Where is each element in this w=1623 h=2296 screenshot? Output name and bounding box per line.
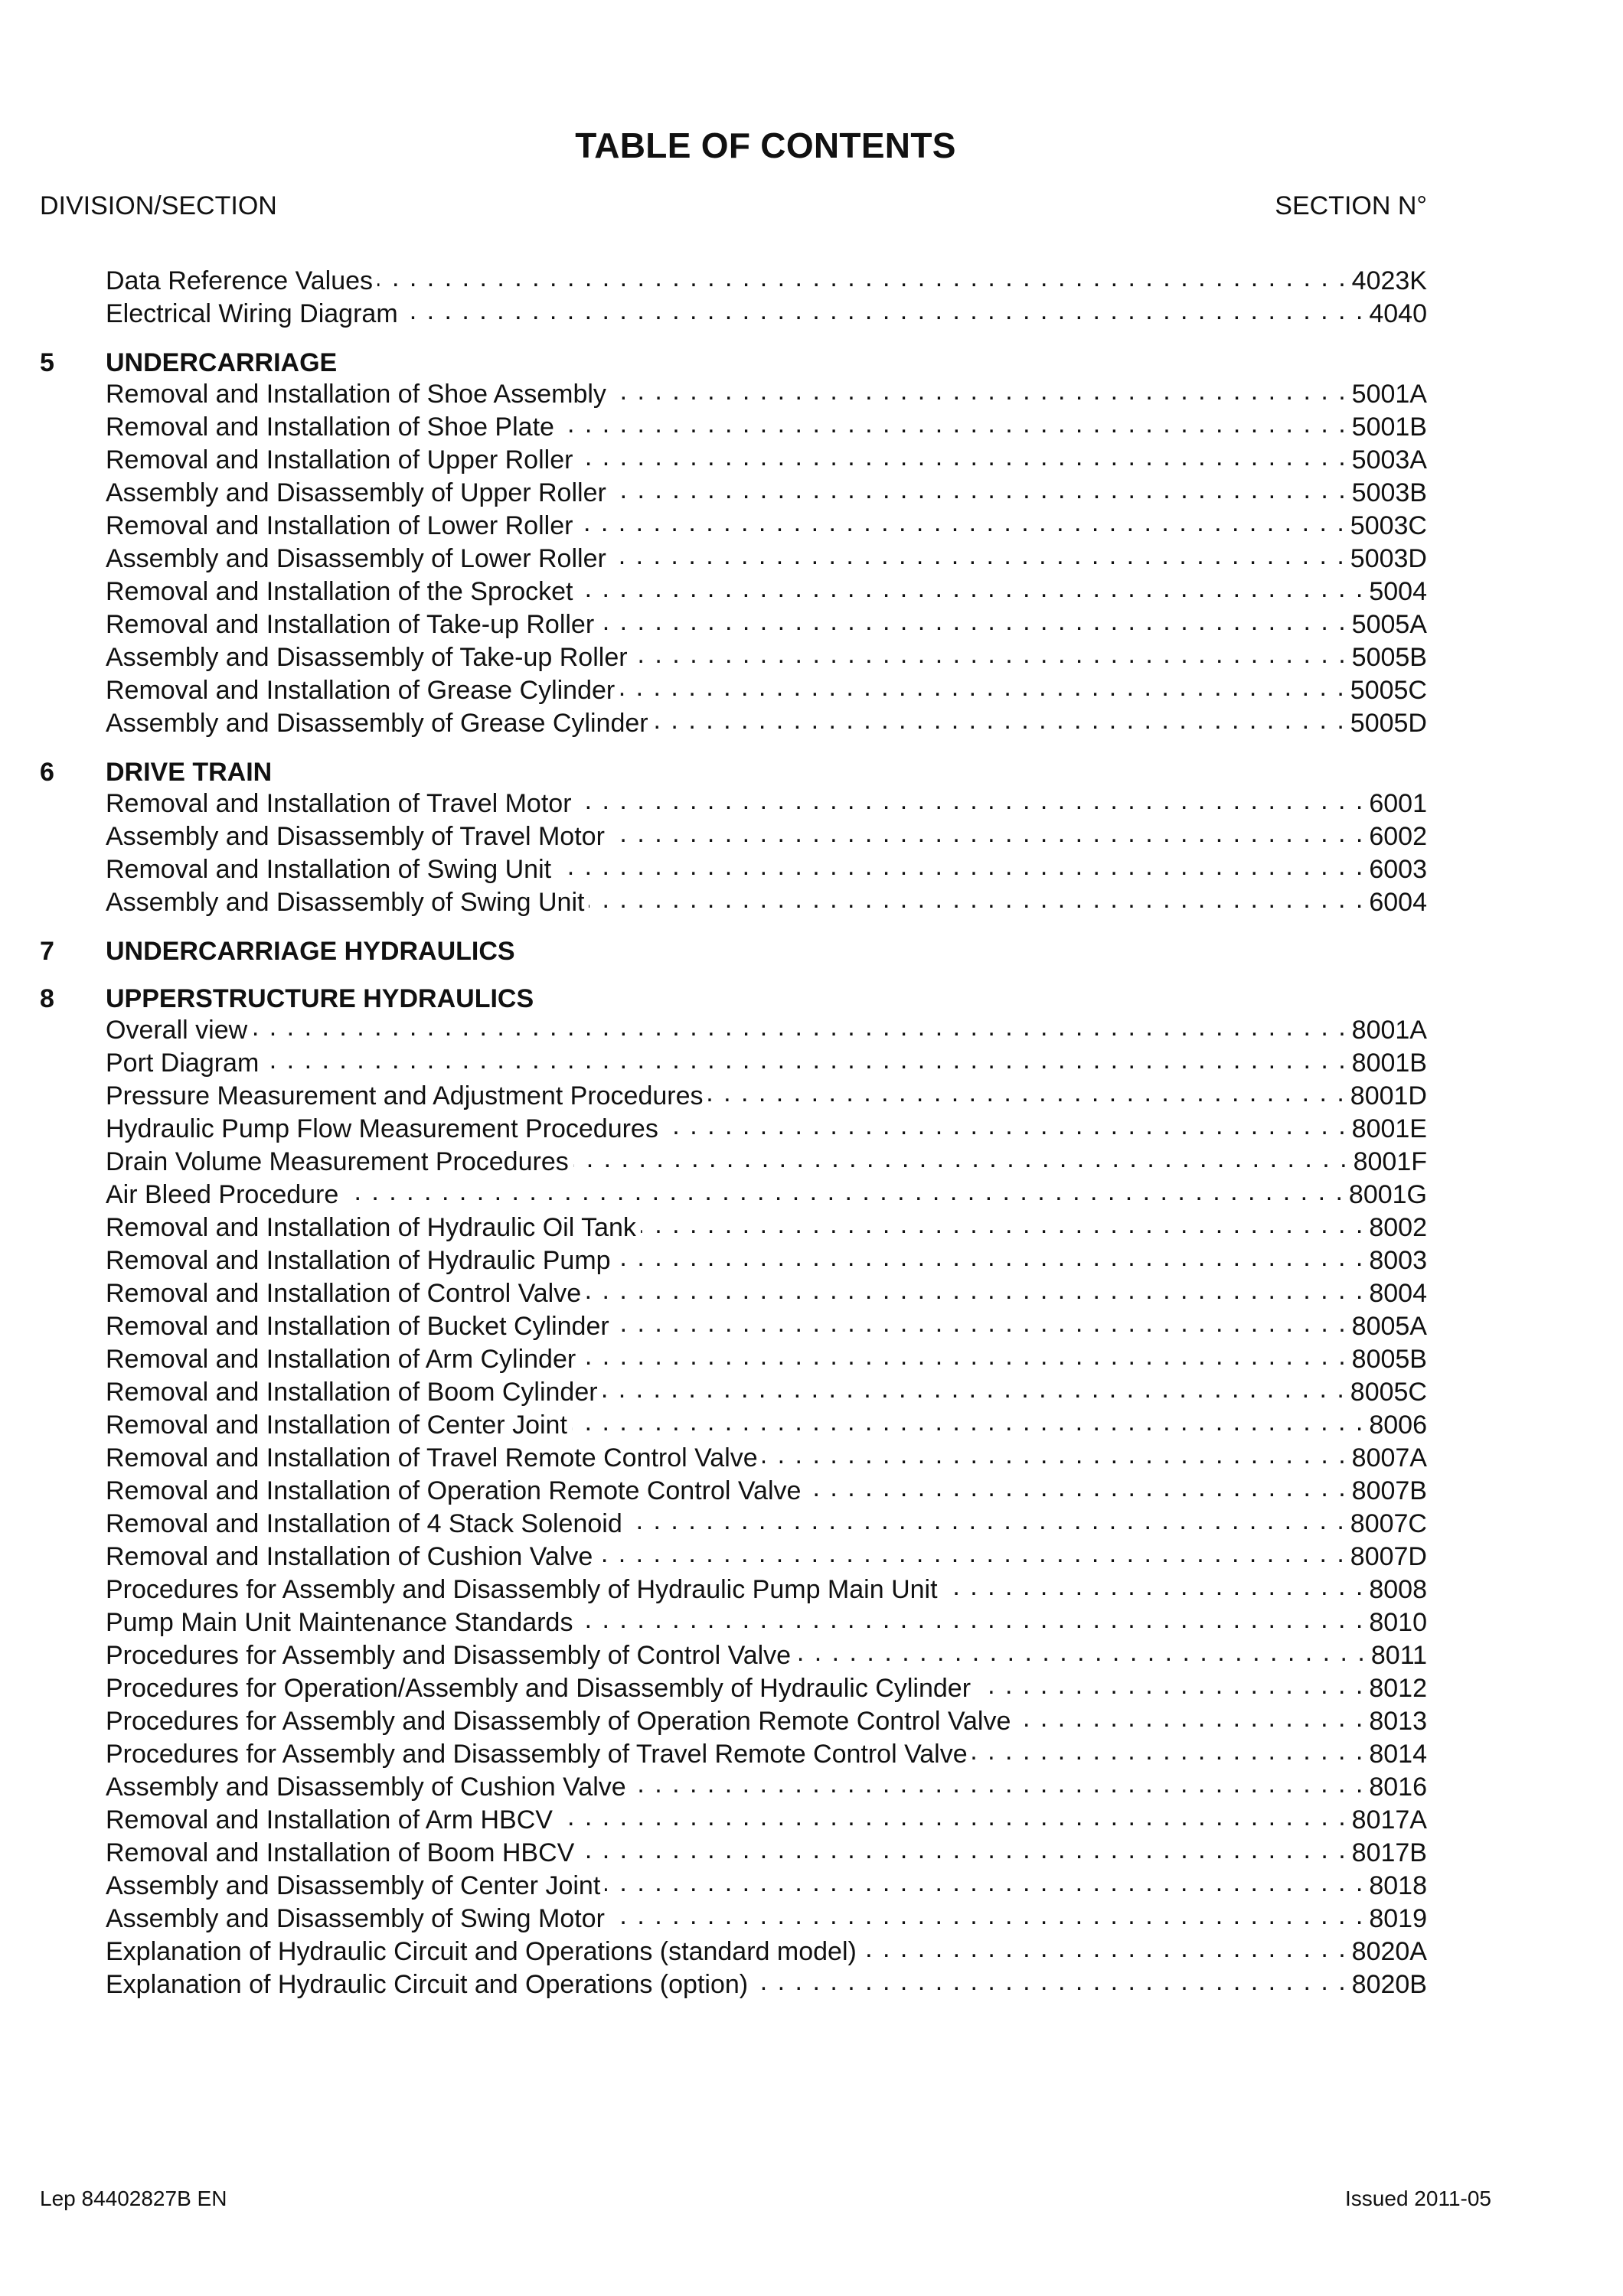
- entry-label: Assembly and Disassembly of Upper Roller: [106, 478, 606, 507]
- entry-section-number: 8018: [1369, 1871, 1427, 1900]
- toc-entry[interactable]: [40, 1312, 1427, 1345]
- entry-section-number: 8003: [1369, 1246, 1427, 1275]
- entry-section-number: 8017A: [1351, 1805, 1427, 1835]
- section-heading: [40, 982, 1427, 1016]
- toc-entry[interactable]: [40, 1049, 1427, 1081]
- entry-section-number: 8020B: [1351, 1970, 1427, 1999]
- toc-entry[interactable]: [40, 1773, 1427, 1805]
- entry-label: Assembly and Disassembly of Swing Motor: [106, 1904, 605, 1933]
- entry-section-number: 5001A: [1351, 380, 1427, 409]
- column-header-section-number: SECTION N°: [1275, 191, 1427, 220]
- entry-label: Data Reference Values: [106, 266, 374, 295]
- dot-leader: [972, 1740, 1365, 1763]
- entry-section-number: 8014: [1369, 1740, 1427, 1769]
- entry-label: Removal and Installation of Arm HBCV: [106, 1805, 553, 1835]
- toc-section: [40, 266, 1427, 332]
- toc-entry[interactable]: [40, 610, 1427, 643]
- toc-entry[interactable]: [40, 789, 1427, 822]
- entry-label: Removal and Installation of Hydraulic Pump: [106, 1246, 611, 1275]
- entry-label: Removal and Installation of Take-up Roller: [106, 610, 595, 639]
- dot-leader: [653, 709, 1346, 732]
- toc-entry[interactable]: [40, 266, 1427, 299]
- entry-label: Assembly and Disassembly of Grease Cylinder: [106, 709, 648, 738]
- section-heading: [40, 346, 1427, 380]
- dot-leader: [403, 299, 1365, 322]
- dot-leader: [795, 1641, 1367, 1664]
- entry-label: Removal and Installation of Travel Motor: [106, 789, 572, 818]
- dot-leader: [611, 380, 1347, 403]
- entry-label: Removal and Installation of Lower Roller: [106, 511, 573, 540]
- entry-section-number: 8012: [1369, 1674, 1427, 1703]
- section-number: 7: [40, 936, 54, 966]
- entry-label: Assembly and Disassembly of Swing Unit: [106, 888, 585, 917]
- entry-label: Assembly and Disassembly of Travel Motor: [106, 822, 605, 851]
- toc-section: [40, 346, 1427, 742]
- entry-label: Removal and Installation of the Sprocket: [106, 577, 573, 606]
- entry-label: Air Bleed Procedure: [106, 1180, 339, 1209]
- toc-entry[interactable]: [40, 577, 1427, 610]
- entry-section-number: 8005A: [1351, 1312, 1427, 1341]
- toc-entry[interactable]: [40, 413, 1427, 445]
- column-header-division: DIVISION/SECTION: [40, 191, 277, 220]
- toc-section: [40, 982, 1427, 2003]
- toc-entry[interactable]: [40, 1279, 1427, 1312]
- dot-leader: [609, 822, 1364, 845]
- entry-label: Removal and Installation of Shoe Plate: [106, 413, 554, 442]
- entry-label: Removal and Installation of Grease Cylinder: [106, 676, 616, 705]
- dot-leader: [632, 643, 1347, 666]
- toc-entry[interactable]: [40, 1805, 1427, 1838]
- dot-leader: [577, 511, 1345, 534]
- entry-section-number: 8011: [1370, 1641, 1427, 1670]
- dot-leader: [942, 1575, 1365, 1598]
- entry-section-number: 5001B: [1351, 413, 1427, 442]
- entry-section-number: 8020A: [1351, 1937, 1427, 1966]
- toc-entry[interactable]: [40, 1246, 1427, 1279]
- entry-section-number: 8005B: [1351, 1345, 1427, 1374]
- dot-leader: [631, 1773, 1365, 1795]
- entry-section-number: 5005B: [1351, 643, 1427, 672]
- toc-entry[interactable]: [40, 1904, 1427, 1937]
- entry-section-number: 8010: [1369, 1608, 1427, 1637]
- issue-date: Issued 2011-05: [1345, 2187, 1491, 2210]
- entry-section-number: 8013: [1369, 1707, 1427, 1736]
- entry-label: Removal and Installation of Control Valve: [106, 1279, 582, 1308]
- entry-label: Electrical Wiring Diagram: [106, 299, 398, 328]
- entry-section-number: 8007B: [1351, 1476, 1427, 1505]
- section-title: UNDERCARRIAGE: [106, 347, 338, 377]
- dot-leader: [627, 1509, 1346, 1532]
- entry-section-number: 5003D: [1350, 544, 1427, 573]
- toc-entry[interactable]: [40, 676, 1427, 709]
- section-title: DRIVE TRAIN: [106, 757, 273, 787]
- section-title: UNDERCARRIAGE HYDRAULICS: [106, 936, 515, 966]
- entry-label: Pump Main Unit Maintenance Standards: [106, 1608, 573, 1637]
- entry-section-number: 5005A: [1351, 610, 1427, 639]
- dot-leader: [708, 1081, 1346, 1104]
- toc-entry[interactable]: [40, 643, 1427, 676]
- entry-label: Removal and Installation of Center Joint: [106, 1411, 567, 1440]
- entry-label: Explanation of Hydraulic Circuit and Operations (option): [106, 1970, 749, 1999]
- dot-leader: [343, 1180, 1344, 1203]
- entry-section-number: 6002: [1369, 822, 1427, 851]
- dot-leader: [572, 1411, 1364, 1433]
- toc-entry[interactable]: [40, 1378, 1427, 1411]
- entry-section-number: 8001A: [1351, 1016, 1427, 1045]
- entry-section-number: 5004: [1369, 577, 1427, 606]
- dot-leader: [611, 478, 1347, 501]
- toc-entry[interactable]: [40, 299, 1427, 332]
- entry-label: Hydraulic Pump Flow Measurement Procedures: [106, 1114, 658, 1143]
- toc-entry[interactable]: [40, 1871, 1427, 1904]
- entry-section-number: 8008: [1369, 1575, 1427, 1604]
- entry-label: Removal and Installation of Swing Unit: [106, 855, 552, 884]
- toc-entry[interactable]: [40, 380, 1427, 413]
- toc-entry[interactable]: [40, 1345, 1427, 1378]
- toc-entry[interactable]: [40, 1970, 1427, 2003]
- dot-leader: [616, 1246, 1365, 1269]
- entry-label: Assembly and Disassembly of Cushion Valve: [106, 1773, 626, 1802]
- entry-section-number: 8002: [1369, 1213, 1427, 1242]
- entry-section-number: 8001B: [1351, 1049, 1427, 1078]
- entry-section-number: 8007D: [1350, 1542, 1427, 1571]
- toc-entry[interactable]: [40, 888, 1427, 921]
- dot-leader: [597, 1542, 1346, 1565]
- entry-section-number: 8019: [1369, 1904, 1427, 1933]
- entry-section-number: 5003C: [1350, 511, 1427, 540]
- toc-entry[interactable]: [40, 1016, 1427, 1049]
- entry-label: Explanation of Hydraulic Circuit and Operations (standard model): [106, 1937, 857, 1966]
- dot-leader: [663, 1114, 1347, 1137]
- toc-entry[interactable]: [40, 445, 1427, 478]
- entry-label: Removal and Installation of Arm Cylinder: [106, 1345, 576, 1374]
- dot-leader: [576, 789, 1365, 812]
- section-heading: [40, 934, 1427, 968]
- dot-leader: [577, 445, 1347, 468]
- toc-section: [40, 755, 1427, 921]
- entry-label: Removal and Installation of Travel Remote Control Valve: [106, 1443, 758, 1473]
- section-number: 5: [40, 347, 54, 377]
- entry-section-number: 8001D: [1350, 1081, 1427, 1110]
- dot-leader: [605, 1871, 1364, 1894]
- entry-label: Procedures for Assembly and Disassembly of Control Valve: [106, 1641, 792, 1670]
- toc-entry[interactable]: [40, 1443, 1427, 1476]
- dot-leader: [861, 1937, 1347, 1960]
- entry-label: Removal and Installation of Cushion Valve: [106, 1542, 593, 1571]
- section-heading: [40, 755, 1427, 789]
- entry-label: Port Diagram: [106, 1049, 260, 1078]
- toc-section: [40, 934, 1427, 968]
- entry-label: Procedures for Assembly and Disassembly of Hydraulic Pump Main Unit: [106, 1575, 938, 1604]
- entry-label: Removal and Installation of Shoe Assembly: [106, 380, 606, 409]
- toc-entry[interactable]: [40, 1740, 1427, 1773]
- entry-label: Removal and Installation of Hydraulic Oil Tank: [106, 1213, 636, 1242]
- dot-leader: [603, 1378, 1346, 1401]
- toc-entry[interactable]: [40, 709, 1427, 742]
- entry-label: Assembly and Disassembly of Take-up Roller: [106, 643, 628, 672]
- toc-entry[interactable]: [40, 1641, 1427, 1674]
- toc-entry[interactable]: [40, 1838, 1427, 1871]
- dot-leader: [619, 676, 1346, 699]
- table-of-contents: [40, 266, 1427, 2017]
- dot-leader: [557, 1805, 1347, 1828]
- entry-section-number: 8006: [1369, 1411, 1427, 1440]
- dot-leader: [763, 1443, 1347, 1466]
- dot-leader: [580, 1345, 1347, 1368]
- entry-section-number: 5005C: [1350, 676, 1427, 705]
- dot-leader: [614, 1312, 1347, 1335]
- entry-section-number: 8001F: [1353, 1147, 1427, 1176]
- entry-section-number: 6003: [1369, 855, 1427, 884]
- dot-leader: [599, 610, 1347, 633]
- entry-section-number: 5005D: [1350, 709, 1427, 738]
- entry-section-number: 5003B: [1351, 478, 1427, 507]
- entry-label: Pressure Measurement and Adjustment Procedures: [106, 1081, 704, 1110]
- entry-label: Procedures for Operation/Assembly and Disassembly of Hydraulic Cylinder: [106, 1674, 972, 1703]
- entry-section-number: 8004: [1369, 1279, 1427, 1308]
- entry-section-number: 8017B: [1351, 1838, 1427, 1867]
- toc-entry[interactable]: [40, 1114, 1427, 1147]
- entry-section-number: 8001G: [1348, 1180, 1427, 1209]
- entry-section-number: 6004: [1369, 888, 1427, 917]
- toc-entry[interactable]: [40, 1509, 1427, 1542]
- entry-section-number: 6001: [1369, 789, 1427, 818]
- toc-entry[interactable]: [40, 1147, 1427, 1180]
- dot-leader: [577, 1608, 1364, 1631]
- dot-leader: [1015, 1707, 1364, 1730]
- dot-leader: [556, 855, 1364, 878]
- toc-entry[interactable]: [40, 544, 1427, 577]
- entry-label: Removal and Installation of Bucket Cylinder: [106, 1312, 609, 1341]
- section-number: 8: [40, 983, 54, 1013]
- entry-label: Drain Volume Measurement Procedures: [106, 1147, 569, 1176]
- entry-section-number: 8007C: [1350, 1509, 1427, 1538]
- entry-label: Procedures for Assembly and Disassembly of Travel Remote Control Valve: [106, 1740, 968, 1769]
- entry-section-number: 5003A: [1351, 445, 1427, 475]
- toc-entry[interactable]: [40, 822, 1427, 855]
- section-title: UPPERSTRUCTURE HYDRAULICS: [106, 983, 534, 1013]
- toc-entry[interactable]: [40, 1542, 1427, 1575]
- toc-entry[interactable]: [40, 1081, 1427, 1114]
- entry-section-number: 8005C: [1350, 1378, 1427, 1407]
- page-title: TABLE OF CONTENTS: [575, 126, 956, 165]
- dot-leader: [559, 413, 1347, 435]
- entry-label: Removal and Installation of Upper Roller: [106, 445, 573, 475]
- section-number: 6: [40, 757, 54, 787]
- toc-entry[interactable]: [40, 478, 1427, 511]
- entry-section-number: 8001E: [1351, 1114, 1427, 1143]
- dot-leader: [753, 1970, 1347, 1993]
- toc-entry[interactable]: [40, 1608, 1427, 1641]
- dot-leader: [573, 1147, 1349, 1170]
- toc-entry[interactable]: [40, 1180, 1427, 1213]
- dot-leader: [263, 1049, 1347, 1071]
- document-code: Lep 84402827B EN: [40, 2187, 227, 2210]
- dot-leader: [611, 544, 1346, 567]
- dot-leader: [579, 1838, 1347, 1861]
- dot-leader: [609, 1904, 1364, 1927]
- entry-label: Removal and Installation of Boom Cylinder: [106, 1378, 598, 1407]
- entry-label: Assembly and Disassembly of Lower Roller: [106, 544, 606, 573]
- dot-leader: [377, 266, 1347, 289]
- entry-section-number: 8007A: [1351, 1443, 1427, 1473]
- toc-entry[interactable]: [40, 1707, 1427, 1740]
- toc-entry[interactable]: [40, 1575, 1427, 1608]
- entry-section-number: 4023K: [1351, 266, 1427, 295]
- toc-entry[interactable]: [40, 1411, 1427, 1443]
- dot-leader: [252, 1016, 1347, 1039]
- entry-label: Overall view: [106, 1016, 248, 1045]
- entry-label: Procedures for Assembly and Disassembly of Operation Remote Control Valve: [106, 1707, 1011, 1736]
- entry-section-number: 4040: [1369, 299, 1427, 328]
- entry-section-number: 8016: [1369, 1773, 1427, 1802]
- toc-entry[interactable]: [40, 511, 1427, 544]
- entry-label: Removal and Installation of Boom HBCV: [106, 1838, 575, 1867]
- dot-leader: [577, 577, 1364, 600]
- dot-leader: [975, 1674, 1364, 1697]
- entry-label: Removal and Installation of 4 Stack Solenoid: [106, 1509, 622, 1538]
- toc-entry[interactable]: [40, 1476, 1427, 1509]
- entry-label: Removal and Installation of Operation Remote Control Valve: [106, 1476, 802, 1505]
- toc-entry[interactable]: [40, 1213, 1427, 1246]
- toc-entry[interactable]: [40, 1937, 1427, 1970]
- dot-leader: [586, 1279, 1364, 1302]
- dot-leader: [641, 1213, 1364, 1236]
- toc-entry[interactable]: [40, 855, 1427, 888]
- entry-label: Assembly and Disassembly of Center Joint: [106, 1871, 601, 1900]
- dot-leader: [805, 1476, 1347, 1499]
- dot-leader: [589, 888, 1364, 911]
- toc-entry[interactable]: [40, 1674, 1427, 1707]
